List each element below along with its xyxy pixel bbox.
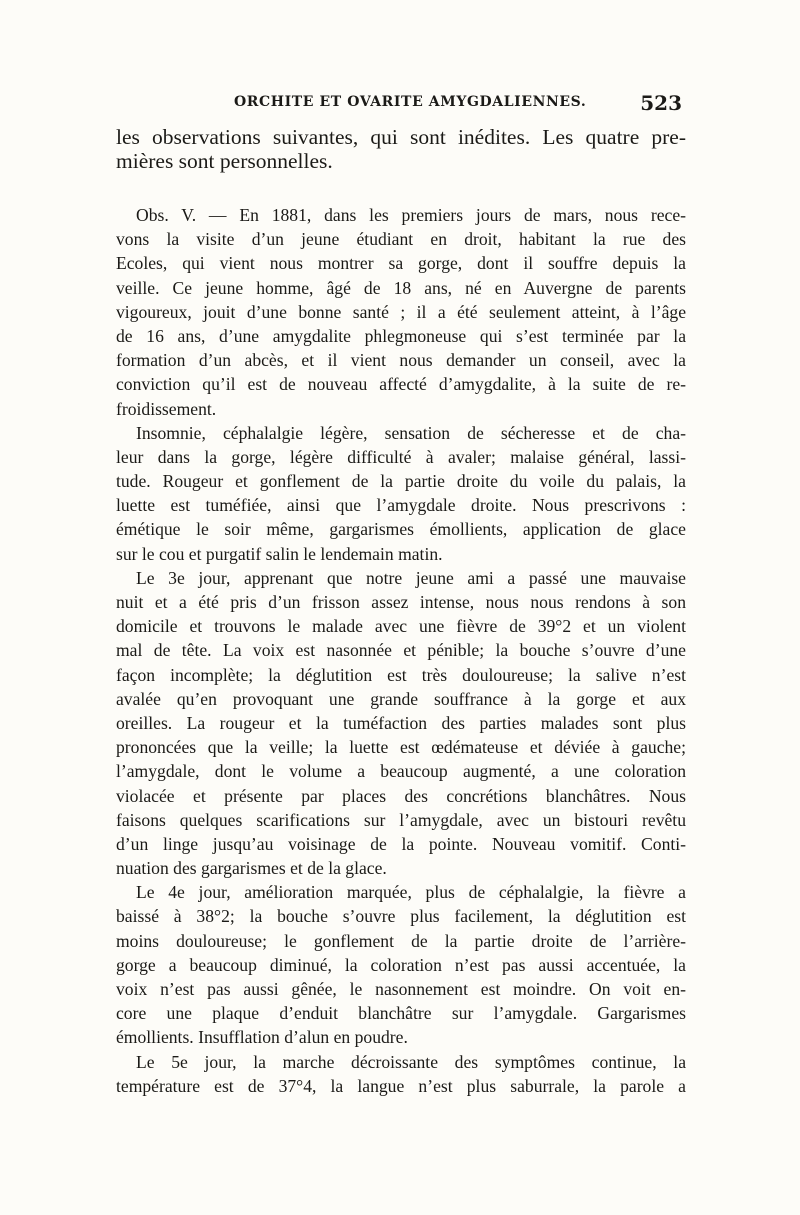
page-header — [112, 91, 686, 118]
observation-paragraph — [116, 203, 686, 421]
text-line: violacée et présente par places des concrétions blanchâtres. Nous — [116, 785, 686, 806]
intro-paragraph — [116, 125, 686, 173]
text-line: mal de tête. La voix est nasonnée et pénible; la bouche s’ouvre d’une — [116, 640, 686, 661]
text-line: de 16 ans, d’une amygdalite phlegmoneuse qui s’est terminée par la — [116, 325, 686, 346]
text-line: nuation des gargarismes et de la glace. — [116, 858, 387, 879]
text-line: d’un linge jusqu’au voisinage de la pointe. Nouveau vomitif. Conti- — [116, 833, 686, 854]
text-line: conviction qu’il est de nouveau affecté d’amygdalite, à la suite de re- — [116, 374, 686, 395]
text-line: luette est tuméfiée, ainsi que l’amygdale droite. Nous prescrivons : — [116, 495, 686, 516]
text-line: Le 5e jour, la marche décroissante des symptômes continue, la — [136, 1051, 686, 1072]
text-line: veille. Ce jeune homme, âgé de 18 ans, né en Auvergne de parents — [116, 277, 686, 298]
text-line: vigoureux, jouit d’une bonne santé ; il a été seulement atteint, à l’âge — [116, 301, 686, 322]
text-line: prononcées que la veille; la luette est œdémateuse et déviée à gauche; — [116, 737, 686, 758]
text-line: Ecoles, qui vient nous montrer sa gorge, dont il souffre depuis la — [116, 253, 686, 274]
text-line: leur dans la gorge, légère difficulté à avaler; malaise général, lassi- — [116, 446, 686, 467]
text-line: les observations suivantes, qui sont inédites. Les quatre pre- — [116, 125, 686, 149]
text-line: avalée qu’en provoquant une grande souffrance à la gorge et aux — [116, 688, 686, 709]
text-line: vons la visite d’un jeune étudiant en droit, habitant la rue des — [116, 229, 686, 250]
text-line: Le 4e jour, amélioration marquée, plus de céphalalgie, la fièvre a — [136, 882, 686, 903]
text-line: sur le cou et purgatif salin le lendemain matin. — [116, 543, 443, 564]
text-line: baissé à 38°2; la bouche s’ouvre plus facilement, la déglutition est — [116, 906, 686, 927]
text-line: domicile et trouvons le malade avec une fièvre de 39°2 et un violent — [116, 616, 686, 637]
running-head: ORCHITE ET OVARITE AMYGDALIENNES. — [234, 94, 587, 110]
day-4-paragraph — [116, 880, 686, 1049]
text-line: Obs. V. — En 1881, dans les premiers jours de mars, nous rece- — [136, 205, 686, 225]
text-line: tude. Rougeur et gonflement de la partie droite du voile du palais, la — [116, 471, 686, 492]
text-line: mières sont personnelles. — [116, 149, 333, 173]
text-line: émétique le soir même, gargarismes émollients, application de glace — [116, 519, 686, 540]
text-line: Insomnie, céphalalgie légère, sensation de sécheresse et de cha- — [136, 422, 686, 443]
text-line: core une plaque d’enduit blanchâtre sur l’amygdale. Gargarismes — [116, 1003, 686, 1024]
body-text — [116, 125, 686, 1098]
text-line: façon incomplète; la déglutition est très douloureuse; la salive n’est — [116, 664, 686, 685]
symptoms-paragraph — [116, 421, 686, 566]
text-line: gorge a beaucoup diminué, la coloration n’est pas aussi accentuée, la — [116, 954, 686, 975]
text-line: froidissement. — [116, 398, 217, 419]
text-line: émollients. Insufflation d’alun en poudre. — [116, 1027, 408, 1048]
text-line: l’amygdale, dont le volume a beaucoup augmenté, a une coloration — [116, 761, 686, 782]
text-line: formation d’un abcès, et il vient nous demander un conseil, avec la — [116, 350, 686, 371]
page-number: 523 — [640, 91, 682, 115]
day-3-paragraph — [116, 566, 686, 880]
day-5-paragraph — [116, 1050, 686, 1098]
text-line: voix n’est pas aussi gênée, le nasonnement est moindre. On voit en- — [116, 979, 686, 999]
text-line: faisons quelques scarifications sur l’amygdale, avec un bistouri revêtu — [116, 809, 686, 830]
text-line: nuit et a été pris d’un frisson assez intense, nous nous rendons à son — [116, 592, 686, 612]
text-line: température est de 37°4, la langue n’est plus saburrale, la parole a — [116, 1075, 686, 1096]
text-line: moins douloureuse; le gonflement de la partie droite de l’arrière- — [116, 930, 686, 951]
text-line: oreilles. La rougeur et la tuméfaction des parties malades sont plus — [116, 712, 686, 733]
text-line: Le 3e jour, apprenant que notre jeune ami a passé une mauvaise — [136, 567, 686, 588]
